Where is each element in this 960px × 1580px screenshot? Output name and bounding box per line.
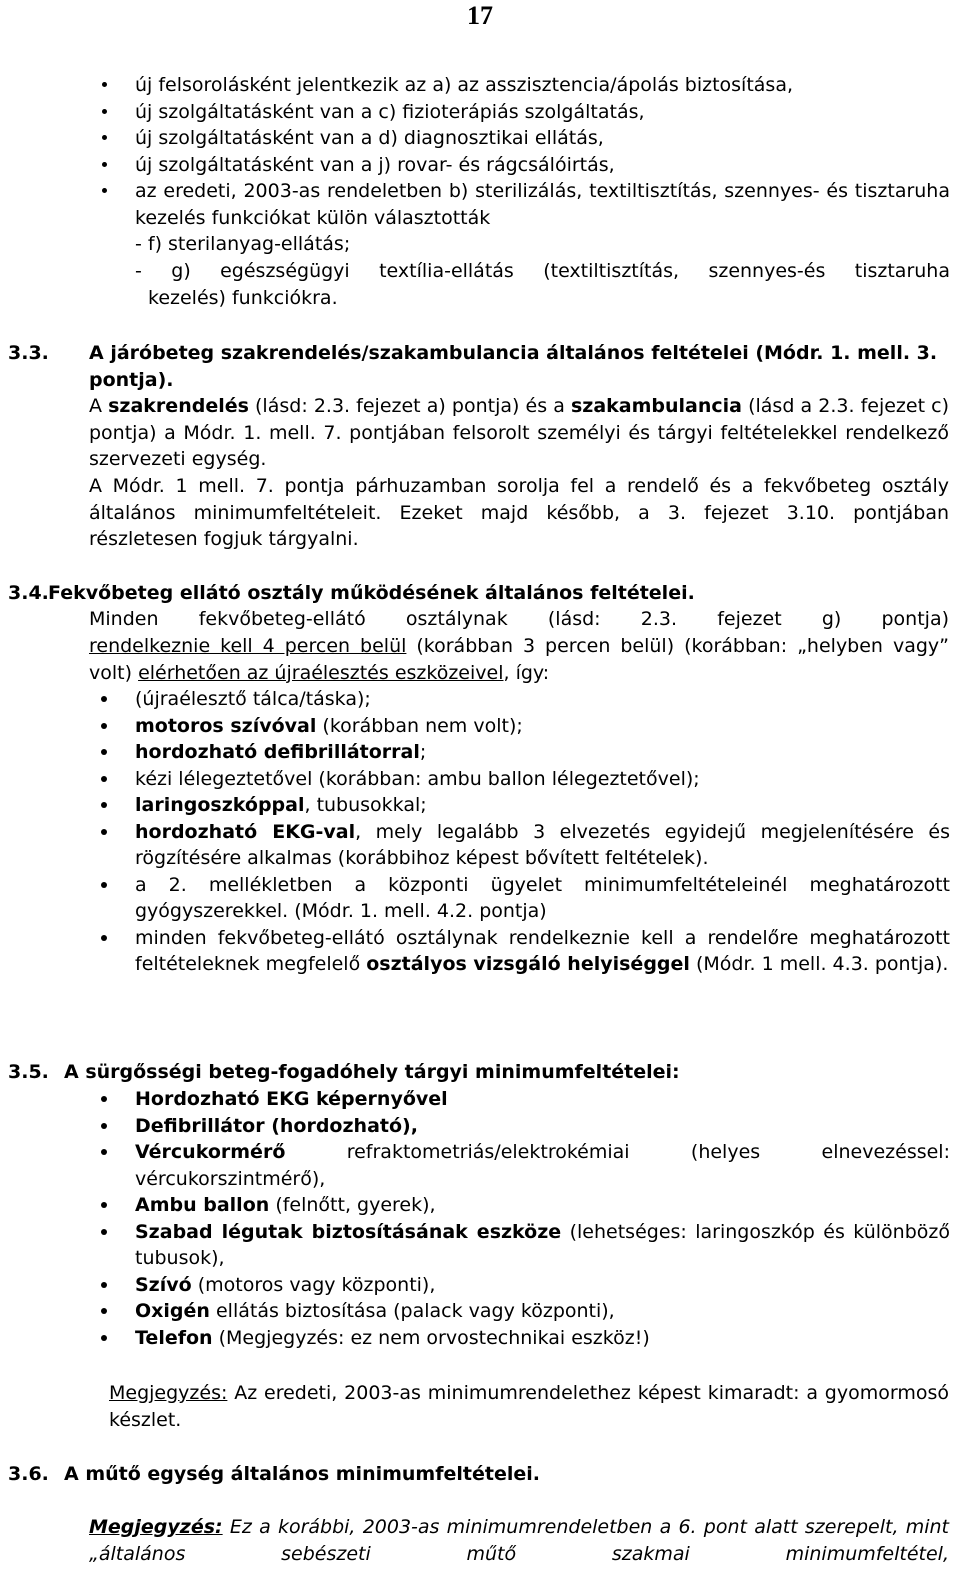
list-item: minden fekvőbeteg-ellátó osztálynak rendelkeznie kell a rendelőre meghatározott feltételeknek megfelelő osztályos vizsgáló helyiséggel (Módr. 1 mell. 4.3. pontja). bbox=[135, 925, 950, 978]
list-item: új szolgáltatásként van a c) fizioterápiás szolgáltatás, bbox=[135, 99, 950, 126]
list-item: Szívó (motoros vagy központi), bbox=[135, 1272, 950, 1299]
list-item: hordozható EKG-val, mely legalább 3 elvezetés egyidejű megjelenítésére és rögzítésére alkalmas (korábbihoz képest bővített feltételek). bbox=[135, 819, 950, 872]
list-item: Telefon (Megjegyzés: ez nem orvostechnikai eszköz!) bbox=[135, 1325, 950, 1352]
section-3-3-paragraph-2: A Módr. 1 mell. 7. pontja párhuzamban sorolja fel a rendelő és a fekvőbeteg osztály általános minimumfeltételeit. Ezeket majd később, a 3. fejezet 3.10. pontjában részletesen fogjuk tárgyalni. bbox=[89, 475, 949, 550]
change-list bbox=[135, 72, 950, 231]
section-3-4-intro: rendelkeznie kell 4 percen belül (korábban 3 percen belül) (korábban: „helyben vagy” volt) elérhetően az újraélesztés eszközeivel, így: bbox=[89, 635, 949, 684]
list-item: Szabad légutak biztosításának eszköze (lehetséges: laringoszkóp és különböző tubusok), bbox=[135, 1219, 950, 1272]
list-item: Defibrillátor (hordozható), bbox=[135, 1113, 950, 1140]
list-item: a 2. mellékletben a központi ügyelet minimumfeltételeinél meghatározott gyógyszerekkel. (Módr. 1. mell. 4.2. pontja) bbox=[135, 872, 950, 925]
section-3-3-paragraph-1: A szakrendelés (lásd: 2.3. fejezet a) pontja) és a szakambulancia (lásd a 2.3. fejezet c) pontja) a Módr. 1. mell. 7. pontjában felsorolt személyi és tárgyi feltételekkel rendelkező szervezeti egység. bbox=[89, 395, 949, 470]
list-item: Ambu ballon (felnőtt, gyerek), bbox=[135, 1192, 950, 1219]
section-title-3-5: A sürgősségi beteg-fogadóhely tárgyi minimumfeltételei: bbox=[64, 1061, 680, 1083]
list-item: az eredeti, 2003-as rendeletben b) sterilizálás, textiltisztítás, szennyes- és tisztaruha kezelés funkciókat külön választották bbox=[135, 178, 950, 231]
section-3-5-note: Megjegyzés: Az eredeti, 2003-as minimumrendelethez képest kimaradt: a gyomormosó készlet. bbox=[109, 1382, 949, 1431]
list-item: hordozható defibrillátorral; bbox=[135, 739, 950, 766]
section-title-3-6: A műtő egység általános minimumfeltételei. bbox=[64, 1463, 540, 1485]
sub-item-g: - g) egészségügyi textília-ellátás (textiltisztítás, szennyes-és tisztaruha bbox=[135, 260, 950, 282]
section-number-3-6: 3.6. bbox=[8, 1463, 49, 1485]
section-number-3-4: 3.4. bbox=[8, 582, 49, 604]
list-item: új szolgáltatásként van a d) diagnosztikai ellátás, bbox=[135, 125, 950, 152]
equipment-list-3-4 bbox=[135, 686, 950, 978]
list-item: új szolgáltatásként van a j) rovar- és rágcsálóirtás, bbox=[135, 152, 950, 179]
section-number-3-3: 3.3. bbox=[8, 342, 49, 364]
section-3-6-note: Megjegyzés: Ez a korábbi, 2003-as minimumrendeletben a 6. pont alatt szerepelt, mint „általános sebészeti műtő szakmai minimumfeltétel, bbox=[89, 1516, 949, 1565]
sub-item-f: - f) sterilanyag-ellátás; bbox=[135, 233, 351, 255]
section-number-3-5: 3.5. bbox=[8, 1061, 49, 1083]
sub-item-g-cont: kezelés) funkciókra. bbox=[148, 287, 338, 309]
section-title-3-4: Fekvőbeteg ellátó osztály működésének általános feltételei. bbox=[48, 582, 695, 604]
list-item: Hordozható EKG képernyővel bbox=[135, 1086, 950, 1113]
list-item: kézi lélegeztetővel (korábban: ambu ballon lélegeztetővel); bbox=[135, 766, 950, 793]
list-item: (újraélesztő tálca/táska); bbox=[135, 686, 950, 713]
list-item: motoros szívóval (korábban nem volt); bbox=[135, 713, 950, 740]
page-number: 17 bbox=[467, 1, 493, 30]
section-3-4-intro-line-1: Minden fekvőbeteg-ellátó osztálynak (lásd: 2.3. fejezet g) pontja) bbox=[89, 608, 949, 630]
list-item: laringoszkóppal, tubusokkal; bbox=[135, 792, 950, 819]
section-title-3-3: A járóbeteg szakrendelés/szakambulancia általános feltételei (Módr. 1. mell. 3. pontja). bbox=[89, 342, 938, 391]
list-item: új felsorolásként jelentkezik az a) az asszisztencia/ápolás biztosítása, bbox=[135, 72, 950, 99]
equipment-list-3-5 bbox=[135, 1086, 950, 1351]
list-item: Vércukormérő refraktometriás/elektrokémiai (helyes elnevezéssel: vércukorszintmérő), bbox=[135, 1139, 950, 1192]
list-item: Oxigén ellátás biztosítása (palack vagy központi), bbox=[135, 1298, 950, 1325]
